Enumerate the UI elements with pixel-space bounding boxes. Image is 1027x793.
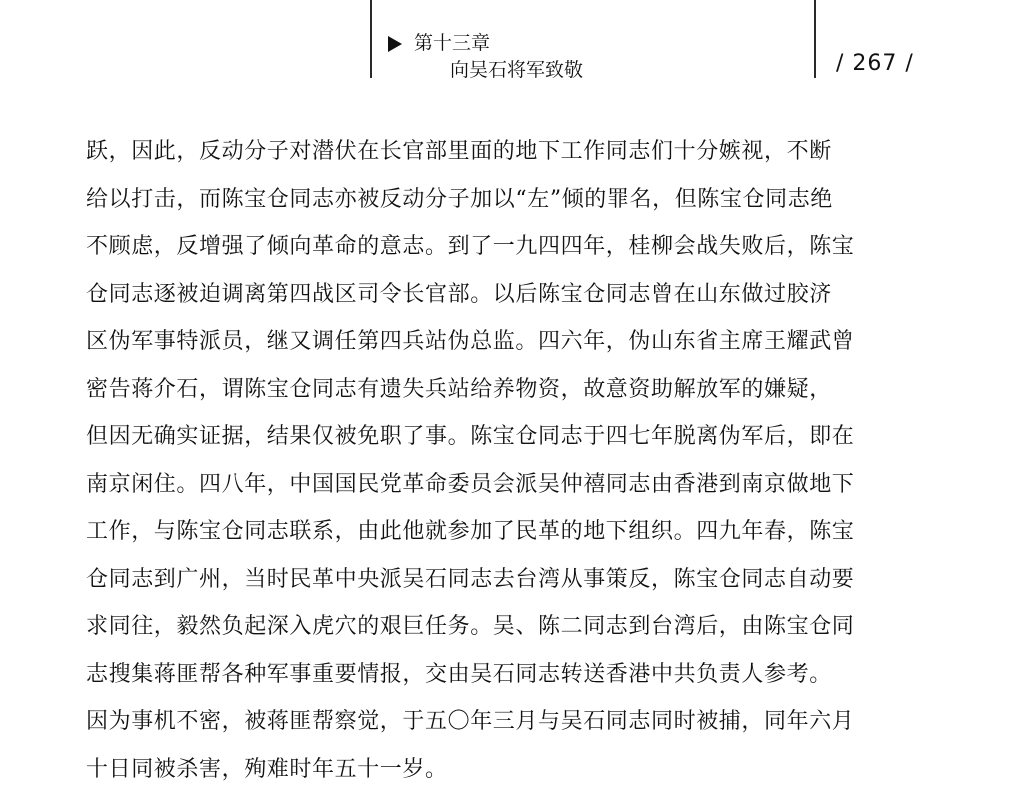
text-line: 区伪军事特派员，继又调任第四兵站伪总监。四六年，伪山东省主席王耀武曾	[86, 318, 886, 366]
text-line: 南京闲住。四八年，中国国民党革命委员会派吴仲禧同志由香港到南京做地下	[86, 461, 886, 509]
chapter-triangle-icon	[388, 36, 402, 52]
chapter-title: 向吴石将军致敬	[450, 58, 583, 82]
text-line: 仓同志逐被迫调离第四战区司令长官部。以后陈宝仓同志曾在山东做过胶济	[86, 271, 886, 319]
text-line: 不顾虑，反增强了倾向革命的意志。到了一九四四年，桂柳会战失败后，陈宝	[86, 223, 886, 271]
text-line: 仓同志到广州，当时民革中央派吴石同志去台湾从事策反，陈宝仓同志自动要	[86, 556, 886, 604]
header-left-rule	[370, 0, 372, 78]
text-line: 十日同被杀害，殉难时年五十一岁。	[86, 746, 886, 793]
body-text	[86, 128, 886, 793]
page-number: / 267 /	[836, 50, 914, 78]
text-line: 跃，因此，反动分子对潜伏在长官部里面的地下工作同志们十分嫉视，不断	[86, 128, 886, 176]
header-right-rule	[814, 0, 816, 78]
text-line: 求同往，毅然负起深入虎穴的艰巨任务。吴、陈二同志到台湾后，由陈宝仓同	[86, 603, 886, 651]
text-line: 志搜集蒋匪帮各种军事重要情报，交由吴石同志转送香港中共负责人参考。	[86, 651, 886, 699]
text-line: 工作，与陈宝仓同志联系，由此他就参加了民革的地下组织。四九年春，陈宝	[86, 508, 886, 556]
text-line: 给以打击，而陈宝仓同志亦被反动分子加以“左”倾的罪名，但陈宝仓同志绝	[86, 176, 886, 224]
text-line: 密告蒋介石，谓陈宝仓同志有遗失兵站给养物资，故意资助解放军的嫌疑，	[86, 366, 886, 414]
text-line: 因为事机不密，被蒋匪帮察觉，于五〇年三月与吴石同志同时被捕，同年六月	[86, 698, 886, 746]
chapter-label: 第十三章	[414, 31, 490, 55]
text-line: 但因无确实证据，结果仅被免职了事。陈宝仓同志于四七年脱离伪军后，即在	[86, 413, 886, 461]
